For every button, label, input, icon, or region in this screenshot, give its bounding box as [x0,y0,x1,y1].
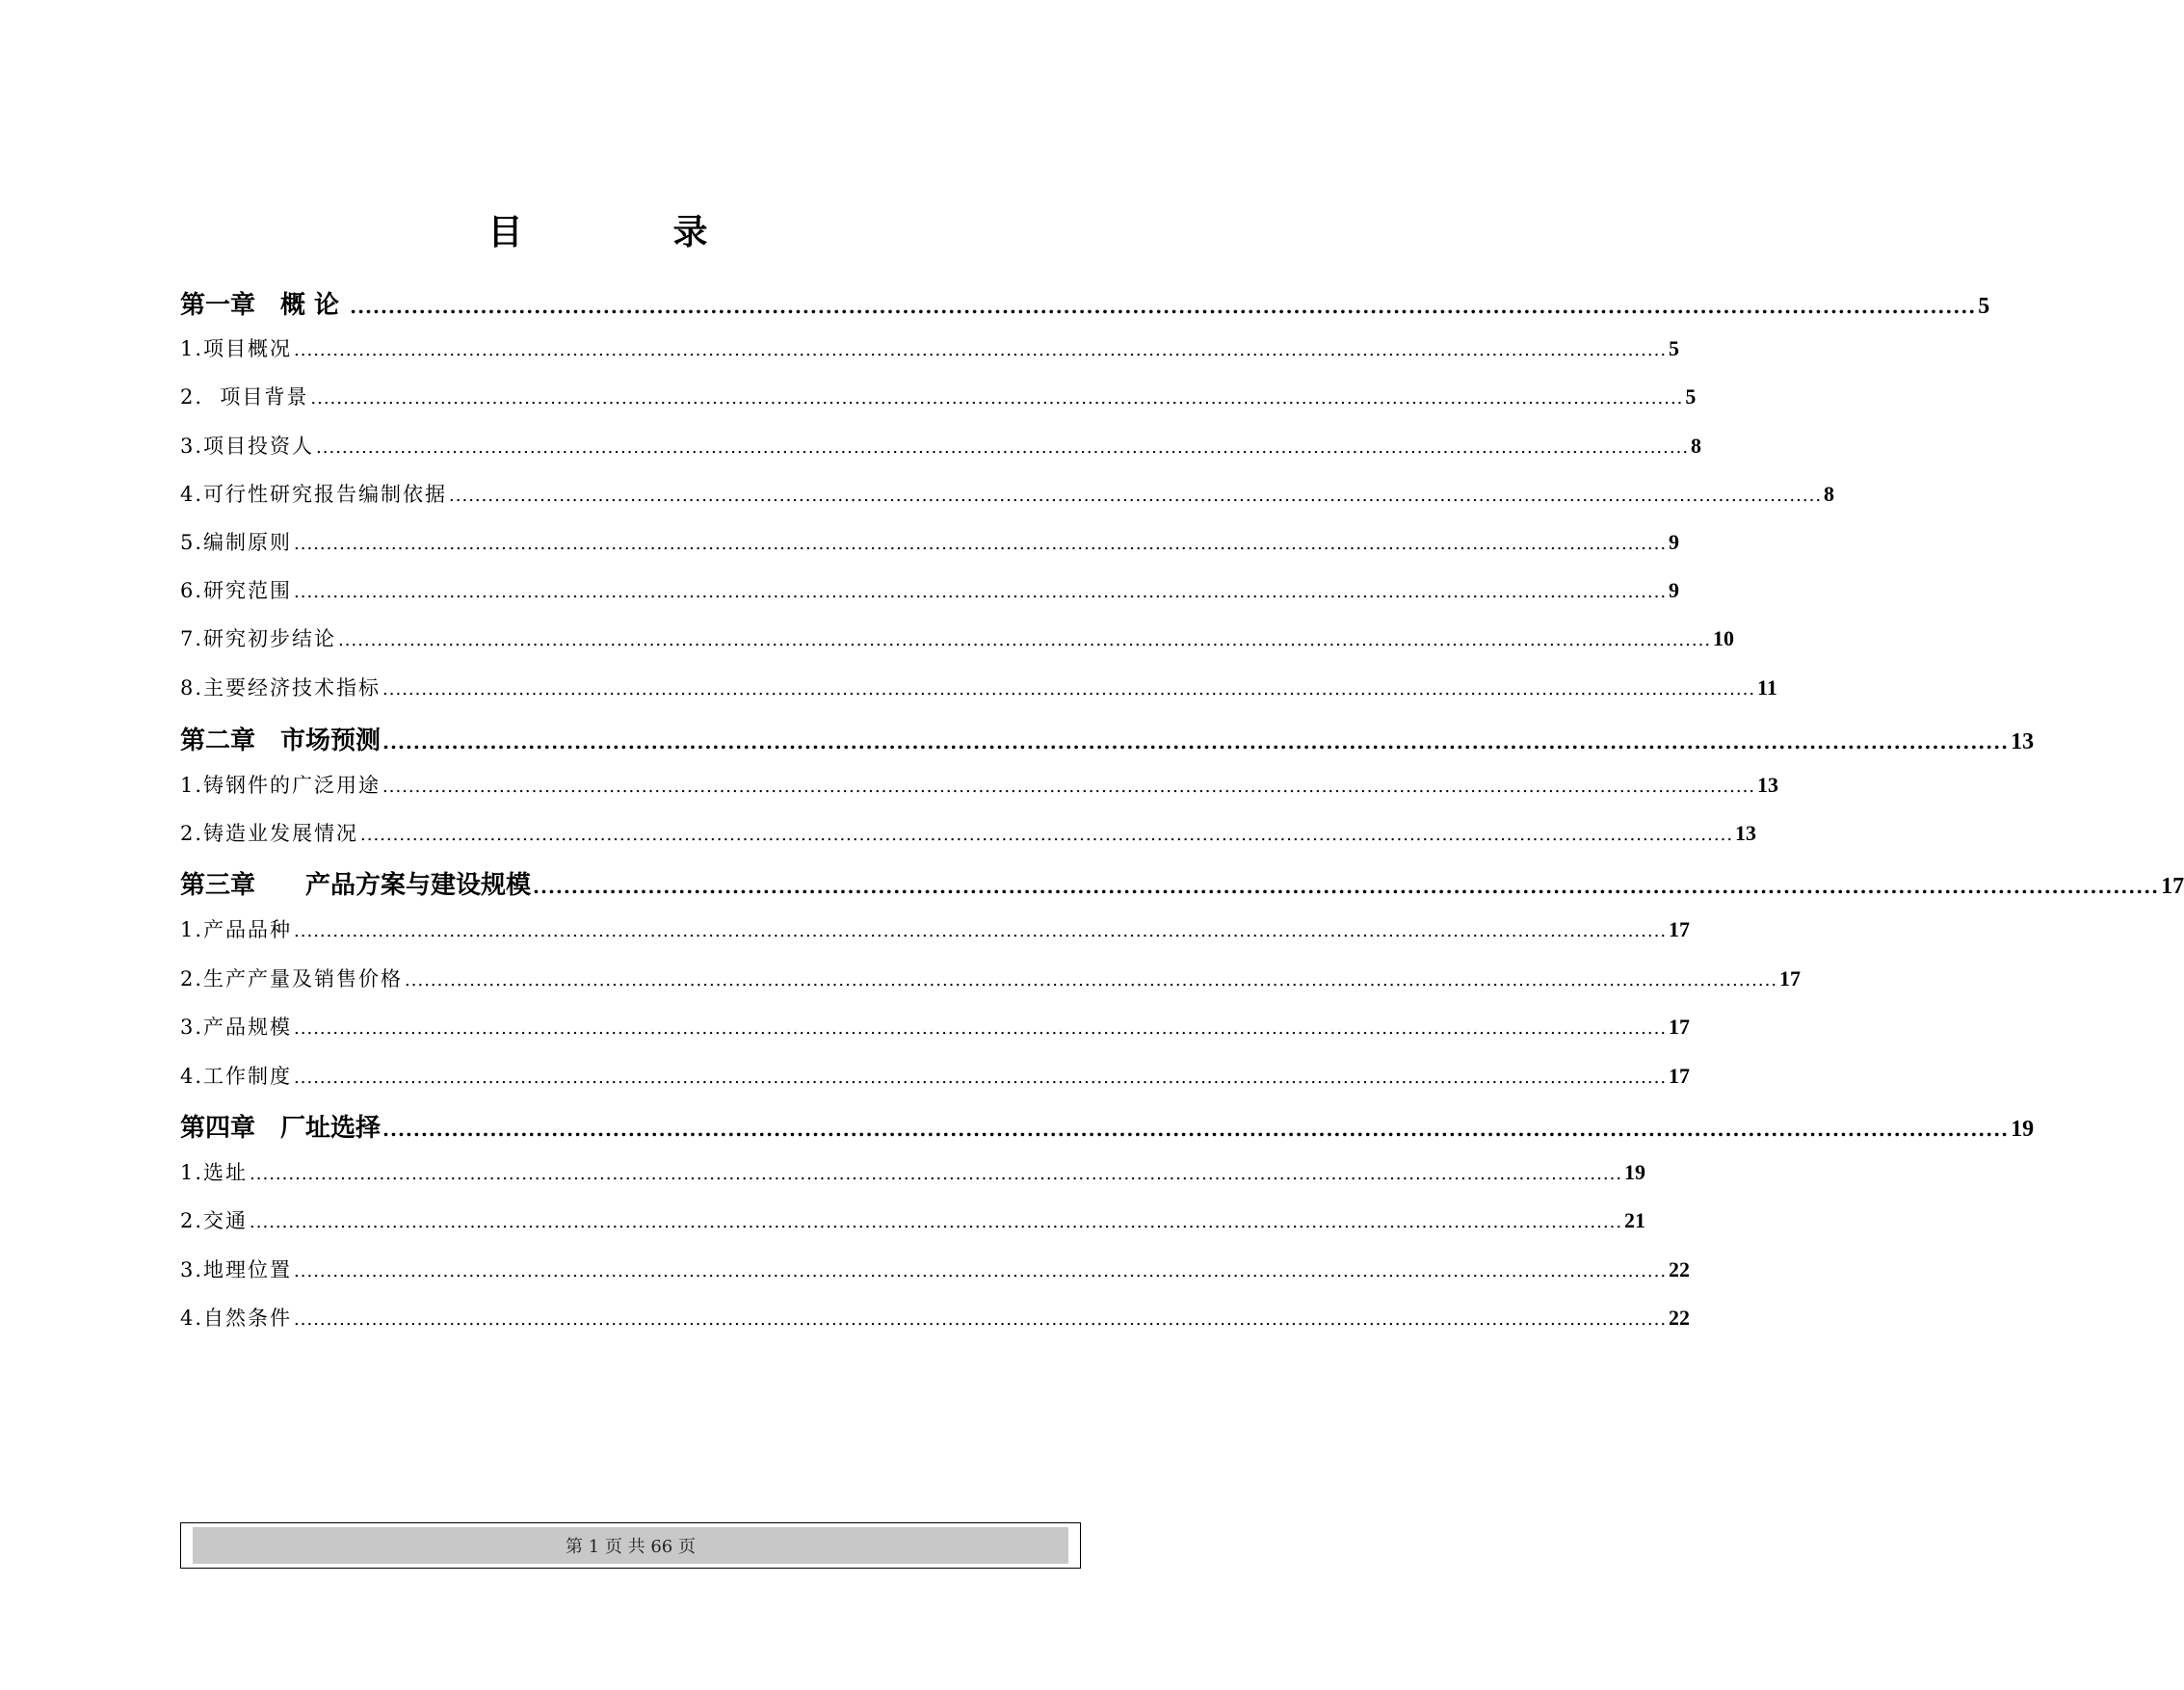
toc-section-entry[interactable] [180,575,1680,604]
toc-chapter-entry[interactable] [180,865,2184,901]
toc-dot-leader: .................................................................................................................................................................................................................... [294,340,1668,360]
toc-page-number: 13 [1757,773,1779,797]
page-title: 目 录 [487,213,766,252]
toc-dot-leader: .................................................................................................................................................................................................................... [294,921,1668,941]
toc-page-number: 19 [1624,1160,1646,1184]
toc-dot-leader: .................................................................................................................................................................................................................... [250,1212,1623,1232]
toc-dot-leader: .................................................................................................................................................................................................................... [310,388,1684,409]
toc-dot-leader: .................................................................................................................................................................................................................... [382,679,1756,700]
toc-dot-leader: .................................................................................................................................................................................................................... [360,825,1734,845]
toc-section-entry[interactable] [180,431,1702,460]
toc-dot-leader: .................................................................................................................................................................................................................... [449,486,1823,506]
toc-page-number: 13 [1735,821,1757,845]
toc-section-entry[interactable] [180,1303,1691,1332]
toc-entry-label: 4.可行性研究报告编制依据 [180,483,448,506]
toc-dot-leader: .................................................................................................................................................................................................................... [382,777,1756,797]
toc-chapter-entry[interactable] [180,285,1990,321]
toc-entry-label: 6.研究范围 [180,579,293,602]
toc-chapter-entry[interactable] [180,721,2035,756]
toc-entry-label: 3.产品规模 [180,1016,293,1039]
toc-dot-leader: .................................................................................................................................................................................................................... [294,582,1668,602]
toc-entry-label: 1.项目概况 [180,337,293,360]
toc-page-number: 8 [1824,482,1835,506]
toc-section-entry[interactable] [180,770,1779,799]
toc-page-number: 9 [1669,578,1680,602]
toc-page-number: 17 [1779,966,1802,990]
toc-entry-label: 1.选址 [180,1161,249,1184]
toc-section-entry[interactable] [180,1157,1646,1186]
toc-entry-label: 7.研究初步结论 [180,627,337,650]
toc-dot-leader: .................................................................................................................................................................................................................... [294,1068,1668,1088]
toc-section-entry[interactable] [180,1061,1691,1090]
toc-section-entry[interactable] [180,333,1680,362]
toc-section-entry[interactable] [180,1205,1646,1234]
toc-section-entry[interactable] [180,479,1835,508]
toc-page-number: 13 [2011,729,2035,754]
toc-chapter-entry[interactable] [180,1108,2035,1144]
toc-page-number: 8 [1691,434,1702,458]
toc-page-number: 10 [1713,626,1735,650]
page-number: 第 1 页 共 66 页 [193,1527,1068,1564]
toc-dot-leader: .................................................................................................................................................................................................................... [533,875,2160,898]
toc-section-entry[interactable] [180,1254,1691,1283]
toc-dot-leader: .................................................................................................................................................................................................................... [338,630,1712,650]
toc-dot-leader: .................................................................................................................................................................................................................... [294,534,1668,554]
toc-entry-label: 3.项目投资人 [180,435,315,458]
toc-page-number: 19 [2011,1117,2035,1142]
toc-dot-leader: .................................................................................................................................................................................................................... [250,1164,1623,1184]
toc-section-entry[interactable] [180,964,1802,992]
toc-page-number: 11 [1757,675,1777,700]
toc-dot-leader: .................................................................................................................................................................................................................... [405,970,1778,990]
toc-entry-label: 5.编制原则 [180,531,293,554]
toc-page-number: 17 [2161,874,2184,899]
toc-entry-label: 第四章 厂址选择 [180,1114,382,1143]
toc-page-number: 5 [1669,336,1680,360]
toc-entry-label: 2.生产产量及销售价格 [180,967,404,990]
toc-section-entry[interactable] [180,1012,1691,1041]
toc-page-number: 21 [1624,1208,1646,1232]
toc-dot-leader: .................................................................................................................................................................................................................... [382,1118,2010,1141]
toc-page-number: 17 [1669,1015,1691,1039]
toc-entry-label: 2. 项目背景 [180,385,309,409]
toc-dot-leader: .................................................................................................................................................................................................................... [382,730,2010,753]
toc-entry-label: 第二章 市场预测 [180,726,382,755]
toc-dot-leader: .................................................................................................................................................................................................................... [294,1261,1668,1281]
toc-page-number: 17 [1669,917,1691,941]
toc-entry-label: 1.产品品种 [180,918,293,941]
toc-entry-label: 4.工作制度 [180,1065,293,1088]
toc-entry-label: 2.交通 [180,1209,249,1232]
toc-entry-label: 第三章 产品方案与建设规模 [180,871,532,900]
toc-entry-label: 1.铸钢件的广泛用途 [180,774,382,797]
toc-page-number: 22 [1669,1257,1691,1281]
toc-page-number: 5 [1685,384,1697,409]
toc-dot-leader: .................................................................................................................................................................................................................... [294,1309,1668,1330]
toc-section-entry[interactable] [180,382,1697,410]
toc-page-number: 17 [1669,1064,1691,1088]
toc-section-entry[interactable] [180,914,1691,943]
toc-entry-label: 第一章 概 论 [180,291,349,320]
toc-dot-leader: .................................................................................................................................................................................................................... [294,1018,1668,1039]
toc-section-entry[interactable] [180,818,1757,847]
toc-section-entry[interactable] [180,527,1680,556]
page-footer [180,1522,1081,1569]
toc-entry-label: 3.地理位置 [180,1258,293,1281]
toc-dot-leader: .................................................................................................................................................................................................................... [316,437,1690,458]
toc-page-number: 9 [1669,530,1680,554]
toc-dot-leader: .................................................................................................................................................................................................................... [350,295,1977,318]
toc-entry-label: 2.铸造业发展情况 [180,822,359,845]
toc-page-number: 22 [1669,1306,1691,1330]
toc-page-number: 5 [1978,294,1990,319]
toc-entry-label: 4.自然条件 [180,1307,293,1330]
toc-section-entry[interactable] [180,673,1777,701]
toc-section-entry[interactable] [180,623,1735,652]
toc-entry-label: 8.主要经济技术指标 [180,676,382,700]
